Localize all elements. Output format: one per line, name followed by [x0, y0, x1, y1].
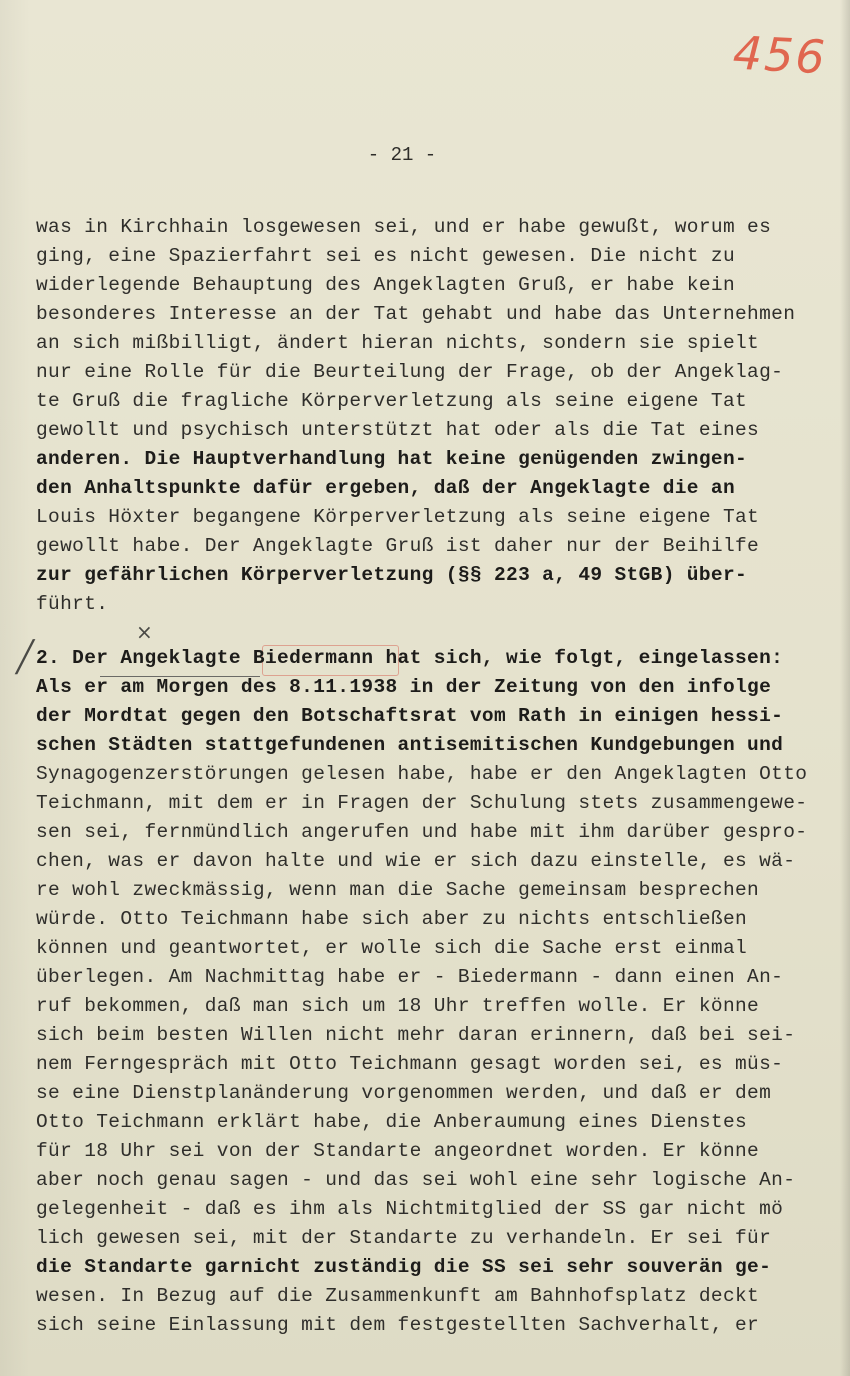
text-line: überlegen. Am Nachmittag habe er - Biedermann - dann einen An-: [36, 966, 784, 988]
text-line: den Anhaltspunkte dafür ergeben, daß der Angeklagte die an: [36, 477, 736, 499]
text-line: sich seine Einlassung mit dem festgestellten Sachverhalt, er: [36, 1314, 760, 1336]
text-line: anderen. Die Hauptverhandlung hat keine genügenden zwingen-: [36, 448, 748, 470]
text-line: der Mordtat gegen den Botschaftsrat vom Rath in einigen hessi-: [36, 705, 784, 727]
text-line: würde. Otto Teichmann habe sich aber zu nichts entschließen: [36, 908, 748, 930]
text-line: Teichmann, mit dem er in Fragen der Schulung stets zusammengewe-: [36, 792, 808, 814]
text-line: besonderes Interesse an der Tat gehabt und habe das Unternehmen: [36, 303, 796, 325]
margin-bracket-mark: ╱: [16, 640, 35, 675]
page-number: - 21 -: [367, 144, 437, 166]
text-line: die Standarte garnicht zuständig die SS sei sehr souverän ge-: [36, 1256, 772, 1278]
text-line: wesen. In Bezug auf die Zusammenkunft am Bahnhofsplatz deckt: [36, 1285, 760, 1307]
text-line: gelegenheit - daß es ihm als Nichtmitglied der SS gar nicht mö: [36, 1198, 784, 1220]
text-line: chen, was er davon halte und wie er sich dazu einstelle, es wä-: [36, 850, 796, 872]
text-line: führt.: [36, 593, 109, 615]
margin-cross-mark: ×: [136, 620, 153, 644]
text-line: Als er am Morgen des 8.11.1938 in der Zeitung von den infolge: [36, 676, 772, 698]
text-line: se eine Dienstplanänderung vorgenommen werden, und daß er dem: [36, 1082, 772, 1104]
text-line: an sich mißbilligt, ändert hieran nichts, sondern sie spielt: [36, 332, 760, 354]
text-line: lich gewesen sei, mit der Standarte zu verhandeln. Er sei für: [36, 1227, 772, 1249]
text-line: was in Kirchhain losgewesen sei, und er habe gewußt, worum es: [36, 216, 772, 238]
text-line: sich beim besten Willen nicht mehr daran erinnern, daß bei sei-: [36, 1024, 796, 1046]
text-line: te Gruß die fragliche Körperverletzung als seine eigene Tat: [36, 390, 748, 412]
text-line: Synagogenzerstörungen gelesen habe, habe er den Angeklagten Otto: [36, 763, 808, 785]
page-edge-shadow: [840, 0, 850, 1376]
text-line: schen Städten stattgefundenen antisemitischen Kundgebungen und: [36, 734, 784, 756]
text-line: gewollt habe. Der Angeklagte Gruß ist daher nur der Beihilfe: [36, 535, 760, 557]
text-line: Otto Teichmann erklärt habe, die Anberaumung eines Dienstes: [36, 1111, 748, 1133]
text-line: re wohl zweckmässig, wenn man die Sache gemeinsam besprechen: [36, 879, 760, 901]
text-line: zur gefährlichen Körperverletzung (§§ 223 a, 49 StGB) über-: [36, 564, 748, 586]
text-line: können und geantwortet, er wolle sich die Sache erst einmal: [36, 937, 748, 959]
text-line: nur eine Rolle für die Beurteilung der Frage, ob der Angeklag-: [36, 361, 784, 383]
text-line: gewollt und psychisch unterstützt hat oder als die Tat eines: [36, 419, 760, 441]
text-line: nem Ferngespräch mit Otto Teichmann gesagt worden sei, es müs-: [36, 1053, 784, 1075]
text-line: ruf bekommen, daß man sich um 18 Uhr treffen wolle. Er könne: [36, 995, 760, 1017]
text-line: aber noch genau sagen - und das sei wohl eine sehr logische An-: [36, 1169, 796, 1191]
text-line: 2. Der Angeklagte Biedermann hat sich, wie folgt, eingelassen:: [36, 647, 784, 669]
text-line: ging, eine Spazierfahrt sei es nicht gewesen. Die nicht zu: [36, 245, 736, 267]
text-line: sen sei, fernmündlich angerufen und habe mit ihm darüber gespro-: [36, 821, 808, 843]
archive-number: 456: [731, 25, 829, 85]
text-line: widerlegende Behauptung des Angeklagten Gruß, er habe kein: [36, 274, 736, 296]
text-line: für 18 Uhr sei von der Standarte angeordnet worden. Er könne: [36, 1140, 760, 1162]
text-line: Louis Höxter begangene Körperverletzung als seine eigene Tat: [36, 506, 760, 528]
